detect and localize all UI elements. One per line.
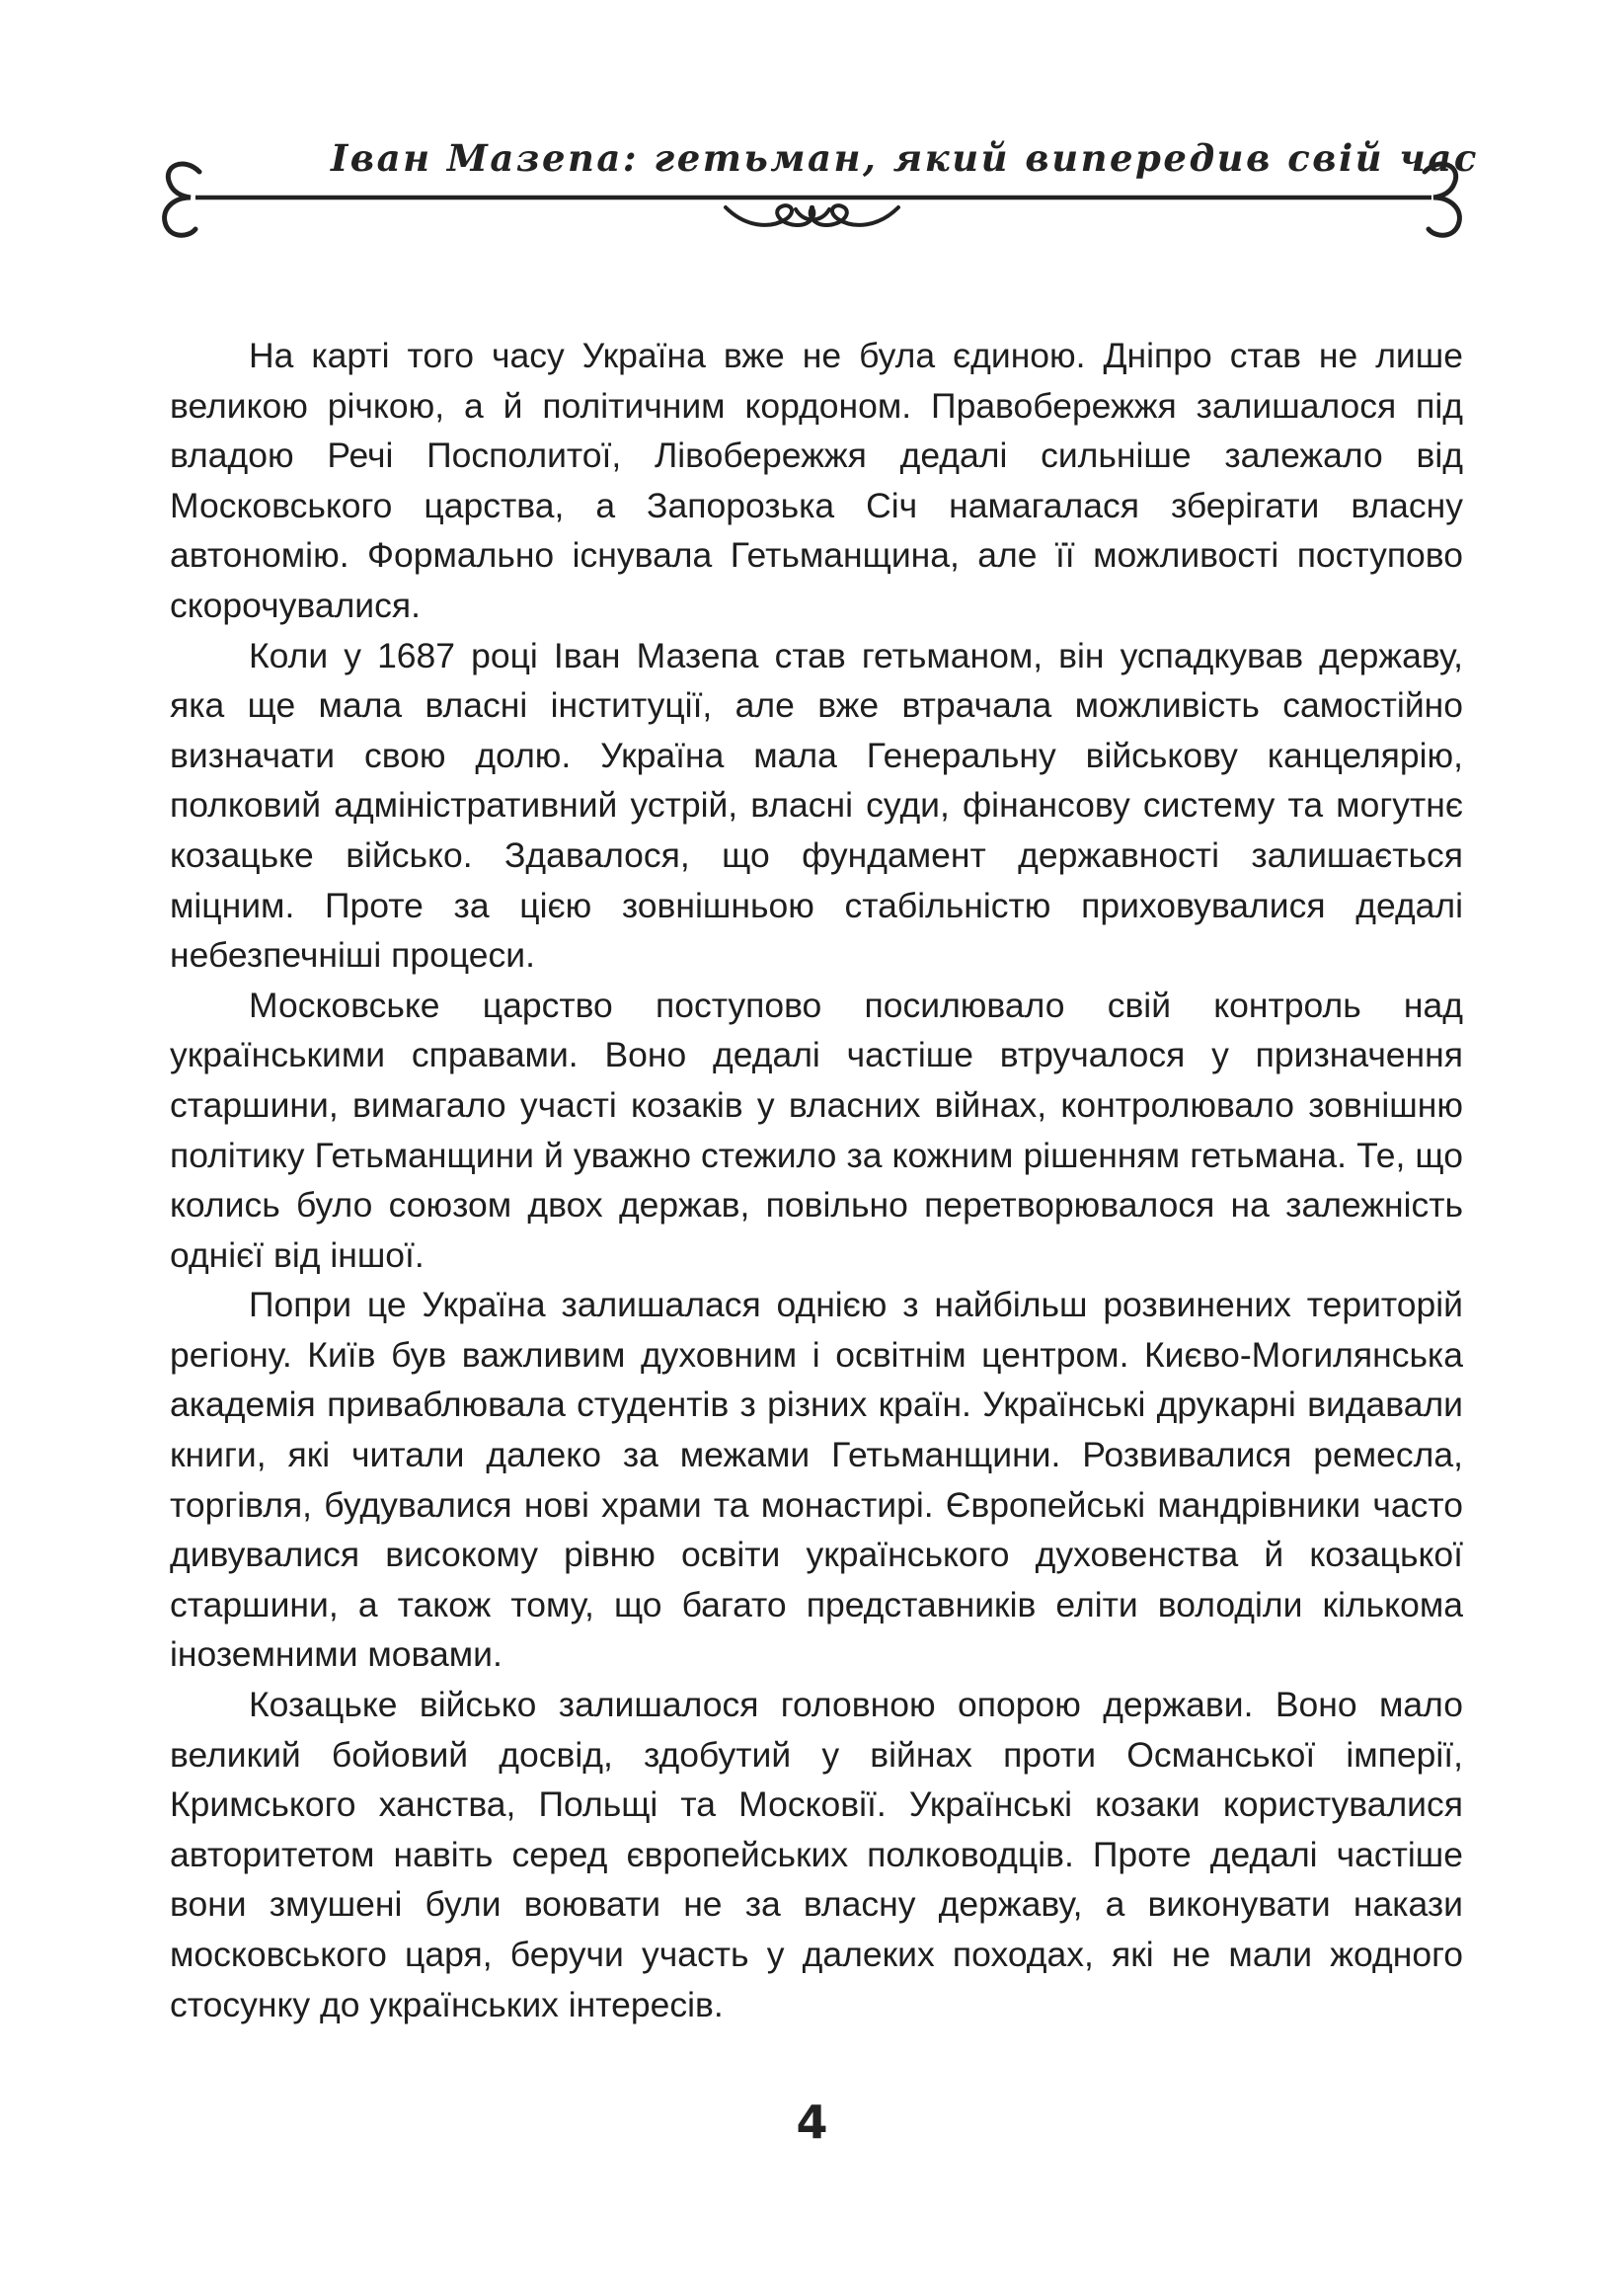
page-number: 4 [796, 2096, 828, 2149]
paragraph: Московське царство поступово посилювало свій контроль над українськими справами. Воно дедалі частіше втручалося у призначення старшини, вимагало участі козаків у власних війнах, контролювало зовнішню політику Гетьманщини й уважно стежило за кожним рішенням гетьмана. Те, що колись було союзом двох держав, повільно перетворювалося на залежність однієї від іншої. [170, 985, 1463, 1275]
paragraph: Попри це Україна залишалася однією з найбільш розвинених територій регіону. Київ був важливим духовним і освітнім центром. Києво-Могилянська академія приваблювала студентів з різних країн. Українські друкарні видавали книги, які читали далеко за межами Гетьманщини. Розвивалися ремесла, торгівля, будувалися нові храми та монастирі. Європейські мандрівники часто дивувалися високому рівню освіти українського духовенства й козацької старшини, а також тому, що багато представників еліти володіли кількома іноземними мовами. [170, 1285, 1463, 1675]
running-header [158, 136, 1479, 255]
left-curl-ornament [165, 164, 199, 235]
header-title: Іван Мазепа: гетьман, який випередив свій час [331, 136, 1479, 180]
body-text [170, 331, 1463, 2029]
paragraph: На карті того часу Україна вже не була єдиною. Дніпро став не лише великою річкою, а й політичним кордоном. Правобережжя залишалося під владою Речі Посполитої, Лівобережжя дедалі сильніше залежало від Московського царства, а Запорозька Січ намагалася зберігати власну автономію. Формально існувала Гетьманщина, але її можливості поступово скорочувалися. [170, 336, 1463, 625]
center-flourish-ornament [726, 205, 898, 225]
paragraph: Коли у 1687 році Іван Мазепа став гетьманом, він успадкував державу, яка ще мала власні інституції, але вже втрачала можливість самостійно визначати свою долю. Україна мала Генеральну військову канцелярію, полковий адміністративний устрій, власні суди, фінансову систему та могутнє козацьке військо. Здавалося, що фундамент державності залишається міцним. Проте за цією зовнішньою стабільністю приховувалися дедалі небезпечніші процеси. [170, 635, 1463, 976]
paragraph: Козацьке військо залишалося головною опорою держави. Воно мало великий бойовий досвід, здобутий у війнах проти Османської імперії, Кримського ханства, Польщі та Московії. Українські козаки користувалися авторитетом навіть серед європейських полководців. Проте дедалі частіше вони змушені були воювати не за власну державу, а виконувати накази московського царя, беручи участь у далеких походах, які не мали жодного стосунку до українських інтересів. [170, 1685, 1463, 2024]
